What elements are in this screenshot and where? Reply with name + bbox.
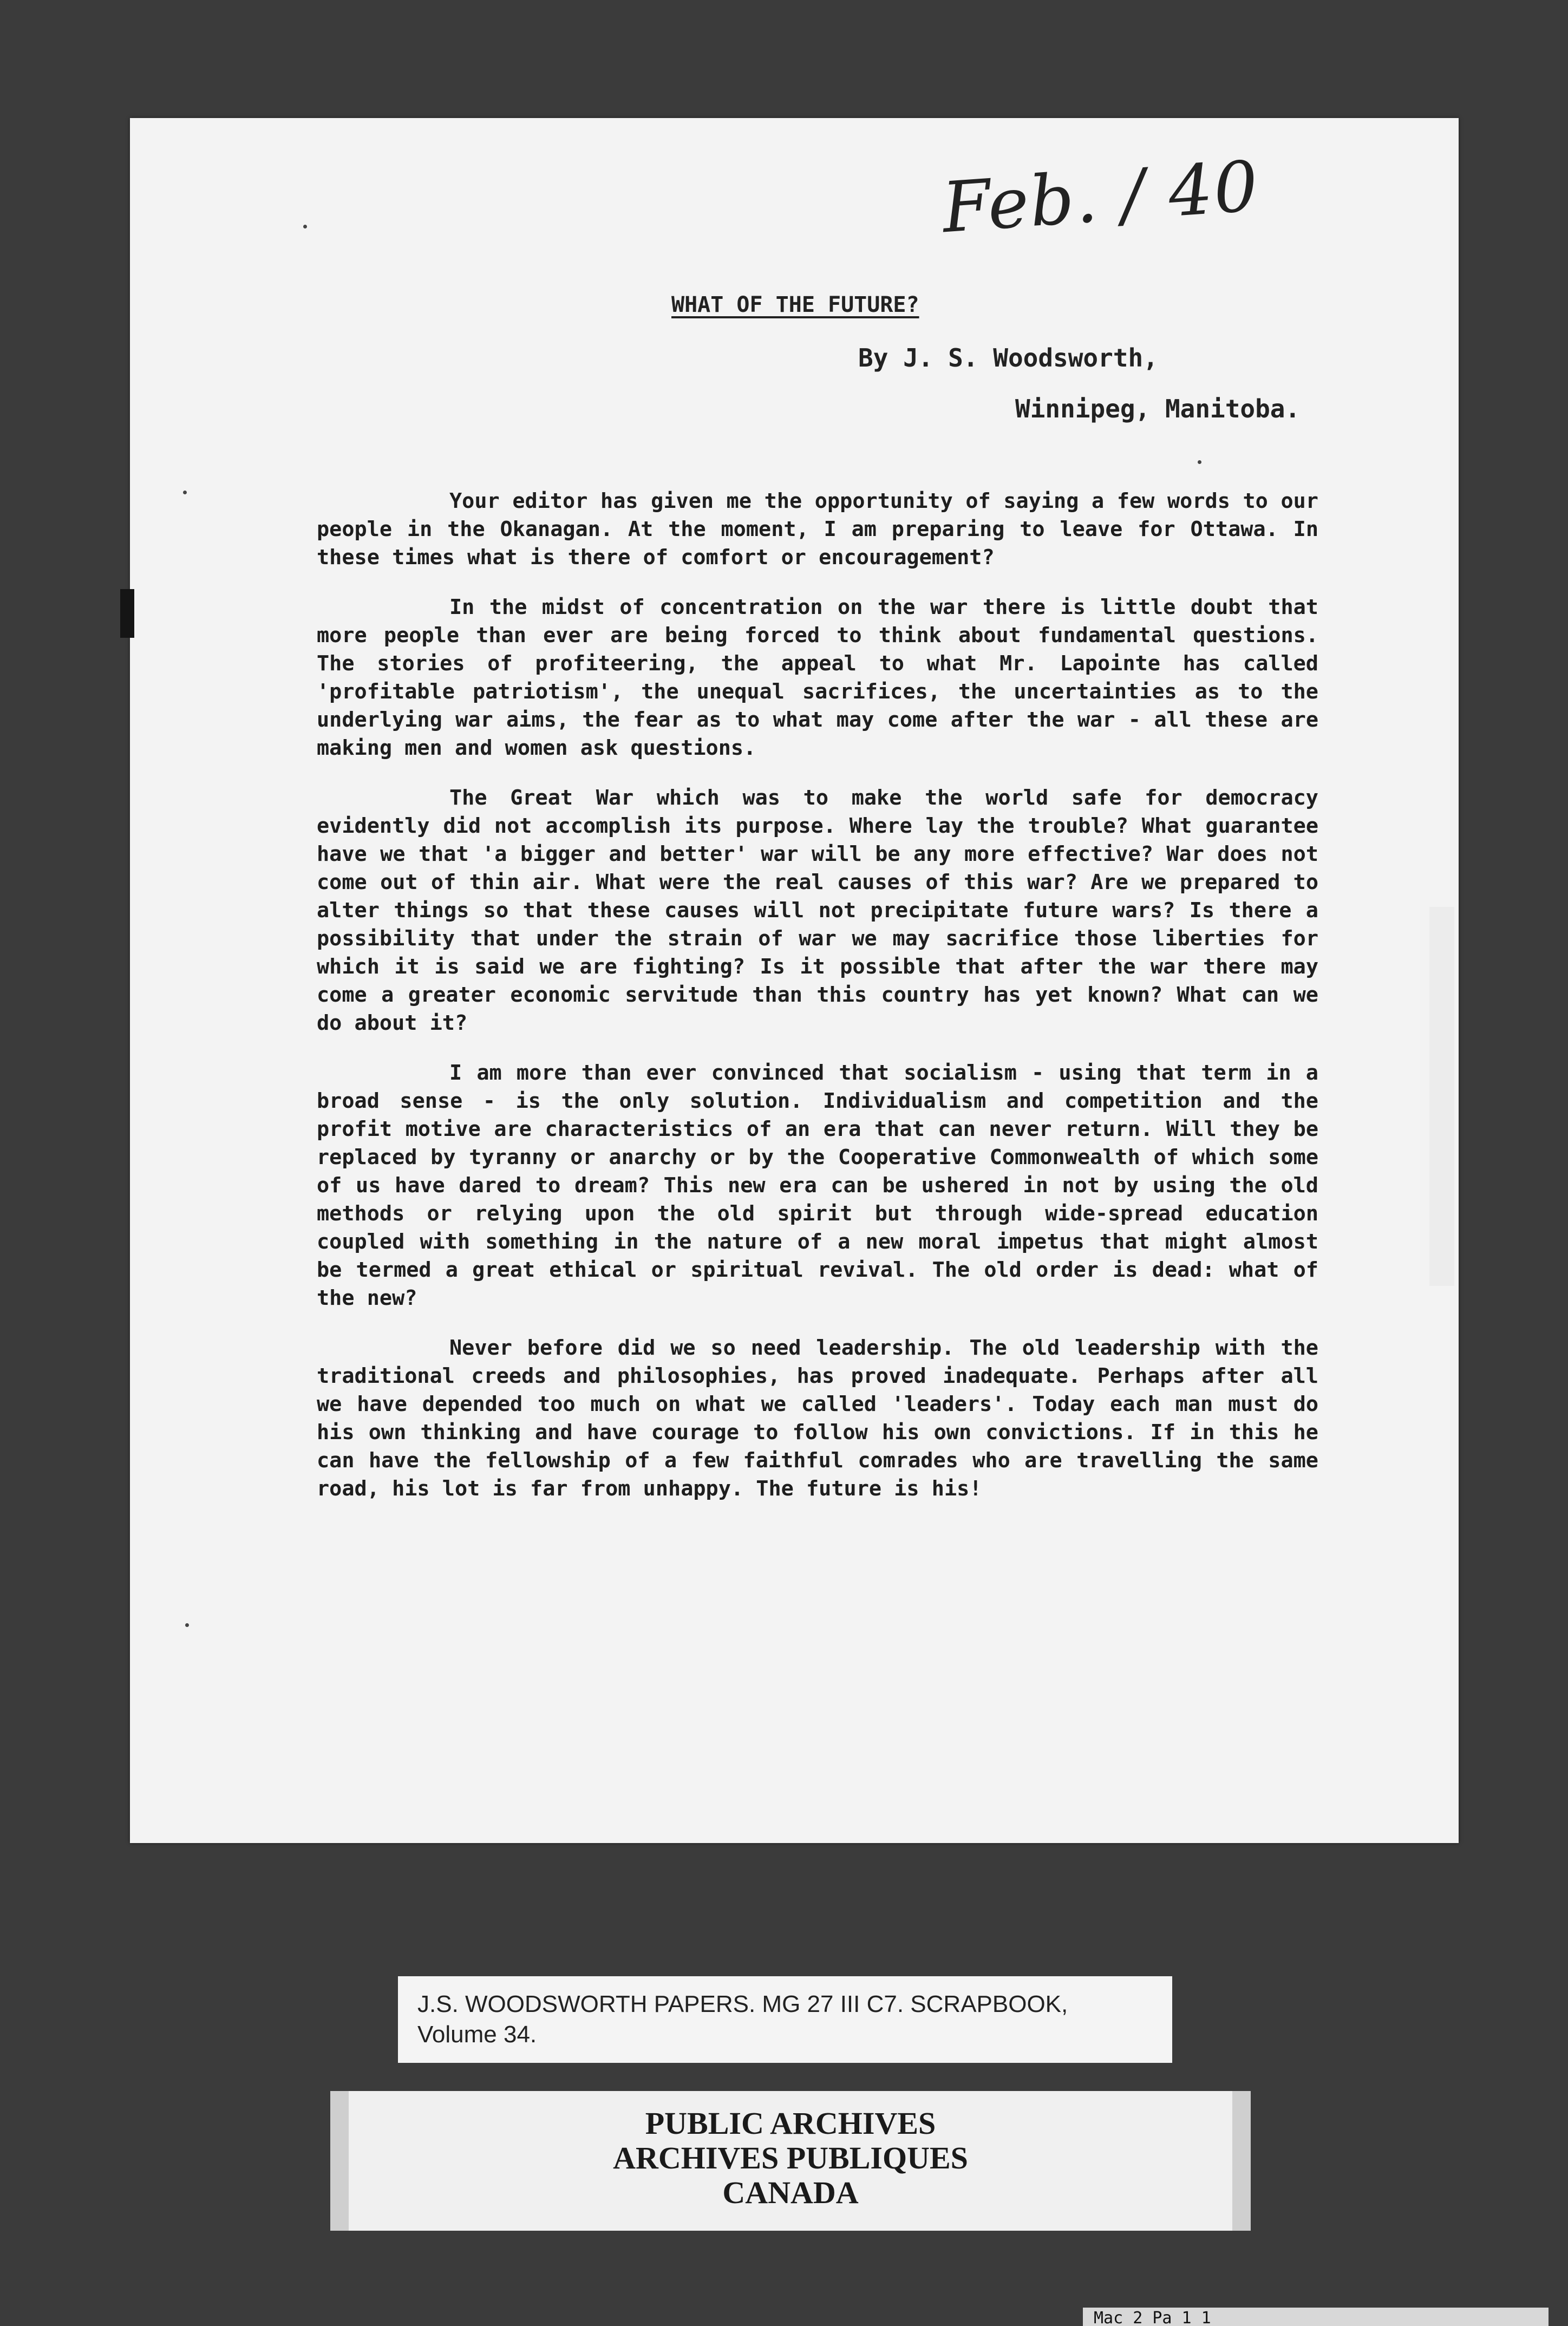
reference-label-line: J.S. WOODSWORTH PAPERS. MG 27 III C7. SCRAPBOOK, bbox=[417, 1991, 1068, 2017]
reference-label bbox=[398, 1976, 1172, 2063]
page-edge-shadow bbox=[120, 589, 134, 638]
speck bbox=[183, 491, 187, 494]
page-edge-fold bbox=[1429, 907, 1454, 1286]
paragraph: Your editor has given me the opportunity of saying a few words to our people in the Okanagan. At the moment, I am preparing to leave for Ottawa. In these times what is there of comfort or encouragement? bbox=[317, 489, 1318, 570]
speck bbox=[1198, 460, 1201, 464]
paragraph: Never before did we so need leadership. The old leadership with the traditional creeds and philosophies, has proved inadequate. Perhaps after all we have depended too much on what we called 'leaders'. Today each man must do his own thinking and have courage to follow his own convictions. If in this he can have the fellowship of a few faithful comrades who are travelling the same road, his lot is far from unhappy. The future is his! bbox=[317, 1336, 1318, 1501]
reference-label-line: Volume 34. bbox=[417, 2021, 537, 2048]
speck bbox=[185, 1623, 189, 1627]
document-body bbox=[317, 487, 1318, 1525]
speck bbox=[303, 225, 307, 228]
stamp-line: ARCHIVES PUBLIQUES bbox=[613, 2140, 968, 2175]
corner-reference-text: Mac 2 Pa 1 1 bbox=[1083, 2308, 1549, 2326]
paragraph: The Great War which was to make the world safe for democracy evidently did not accomplish its purpose. Where lay the trouble? What guarantee have we that 'a bigger and better' war will be any more effective? War does not come out of thin air. What were the real causes of this war? Are we prepared to alter things so that these causes will not precipitate future wars? Is there a possibility that under the strain of war we may sacrifice those liberties for which it is said we are fighting? Is it possible that after the war there may come a greater economic servitude than this country has yet known? What can we do about it? bbox=[317, 786, 1318, 1035]
document-author: By J. S. Woodsworth, bbox=[858, 343, 1158, 373]
archive-stamp bbox=[330, 2091, 1251, 2231]
document-title: WHAT OF THE FUTURE? bbox=[671, 292, 919, 317]
paragraph: In the midst of concentration on the war there is little doubt that more people than ever are being forced to think about fundamental questions. The stories of profiteering, the appeal to what Mr. Lapointe has called 'profitable patriotism', the unequal sacrifices, the uncertainties as to the underlying war aims, the fear as to what may come after the war - all these are making men and women ask questions. bbox=[317, 595, 1318, 760]
document-location: Winnipeg, Manitoba. bbox=[1015, 394, 1301, 423]
stamp-line: CANADA bbox=[722, 2175, 859, 2210]
stamp-line: PUBLIC ARCHIVES bbox=[645, 2106, 936, 2141]
paragraph: I am more than ever convinced that socialism - using that term in a broad sense - is the only solution. Individualism and competition and the profit motive are characteristics of an era that can never return. Will they be replaced by tyranny or anarchy or by the Cooperative Commonwealth of which some of us have dared to dream? This new era can be ushered in not by using the old methods or relying upon the old spirit but through wide-spread education coupled with something in the nature of a new moral impetus that might almost be termed a great ethical or spiritual revival. The old order is dead: what of the new? bbox=[317, 1061, 1318, 1310]
handwritten-date: Feb. / 40 bbox=[939, 146, 1262, 249]
